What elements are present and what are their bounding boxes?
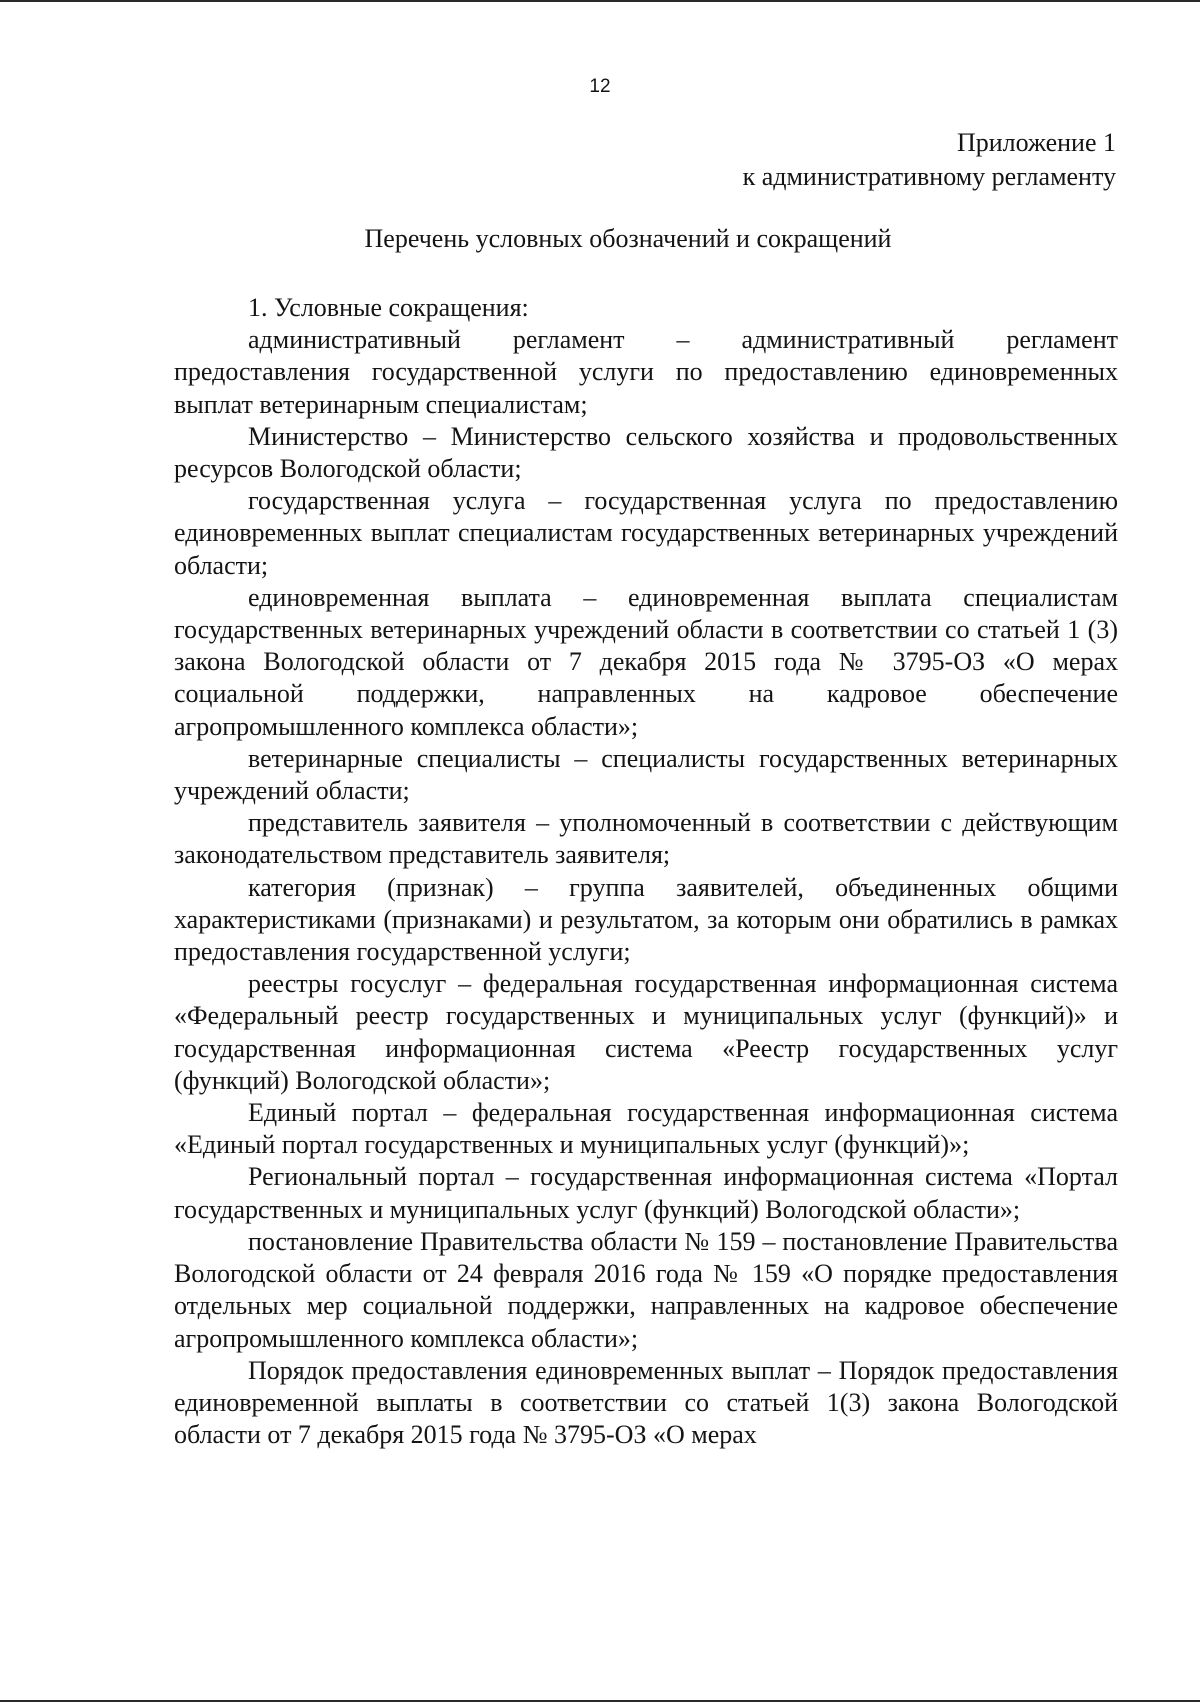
definition-paragraph: постановление Правительства области № 159 – постановление Правительства Вологодской области от 24 февраля 2016 года № 159 «О порядке предоставления отдельных мер социальной поддержки, направленных на кадровое обеспечение агропромышленного комплекса области»; bbox=[174, 1226, 1118, 1353]
definition-paragraph: государственная услуга – государственная услуга по предоставлению единовременных выплат специалистам государственных ветеринарных учреждений области; bbox=[174, 486, 1118, 580]
document-title bbox=[0, 222, 1200, 256]
definition-paragraph: единовременная выплата – единовременная выплата специалистам государственных ветеринарных учреждений области в соответствии со статьей 1 (3) закона Вологодской области от 7 декабря 2015 года № 3795-ОЗ «О мерах социальной поддержки, направленных на кадровое обеспечение агропромышленного комплекса области»; bbox=[174, 582, 1118, 741]
document-title-text: Перечень условных обозначений и сокращений bbox=[364, 224, 892, 253]
definition-paragraph: Министерство – Министерство сельского хозяйства и продовольственных ресурсов Вологодской области; bbox=[174, 421, 1118, 484]
appendix-caption bbox=[743, 126, 1116, 194]
definition-paragraph: категория (признак) – группа заявителей, объединенных общими характеристиками (признаками) и результатом, за которым они обратились в рамках предоставления государственной услуги; bbox=[174, 872, 1118, 967]
appendix-line-1: Приложение 1 bbox=[956, 128, 1116, 157]
section-heading: 1. Условные сокращения: bbox=[248, 293, 529, 322]
definition-paragraph: Региональный портал – государственная информационная система «Портал государственных и муниципальных услуг (функций) Вологодской области»; bbox=[174, 1162, 1118, 1224]
appendix-line-2: к административному регламенту bbox=[742, 162, 1116, 191]
bottom-scan-edge bbox=[0, 1700, 1200, 1702]
definition-paragraph: административный регламент – административный регламент предоставления государственной услуги по предоставлению единовременных выплат ветеринарным специалистам; bbox=[174, 325, 1118, 419]
top-scan-edge bbox=[0, 0, 1200, 2]
definition-paragraph: реестры госуслуг – федеральная государственная информационная система «Федеральный реестр государственных и муниципальных услуг (функций)» и государственная информационная система «Реестр государственных услуг (функций) Вологодской области»; bbox=[174, 969, 1118, 1095]
document-body bbox=[174, 292, 1118, 1451]
page-number: 12 bbox=[589, 76, 611, 97]
definition-paragraph: представитель заявителя – уполномоченный в соответствии с действующим законодательством представитель заявителя; bbox=[174, 808, 1118, 870]
definition-paragraph: Порядок предоставления единовременных выплат – Порядок предоставления единовременной выплаты в соответствии со статьей 1(3) закона Вологодской области от 7 декабря 2015 года № 3795-ОЗ «О мерах bbox=[174, 1355, 1118, 1450]
definition-paragraph: ветеринарные специалисты – специалисты государственных ветеринарных учреждений области; bbox=[174, 743, 1118, 806]
definition-paragraph: Единый портал – федеральная государственная информационная система «Единый портал государственных и муниципальных услуг (функций)»; bbox=[174, 1098, 1118, 1160]
